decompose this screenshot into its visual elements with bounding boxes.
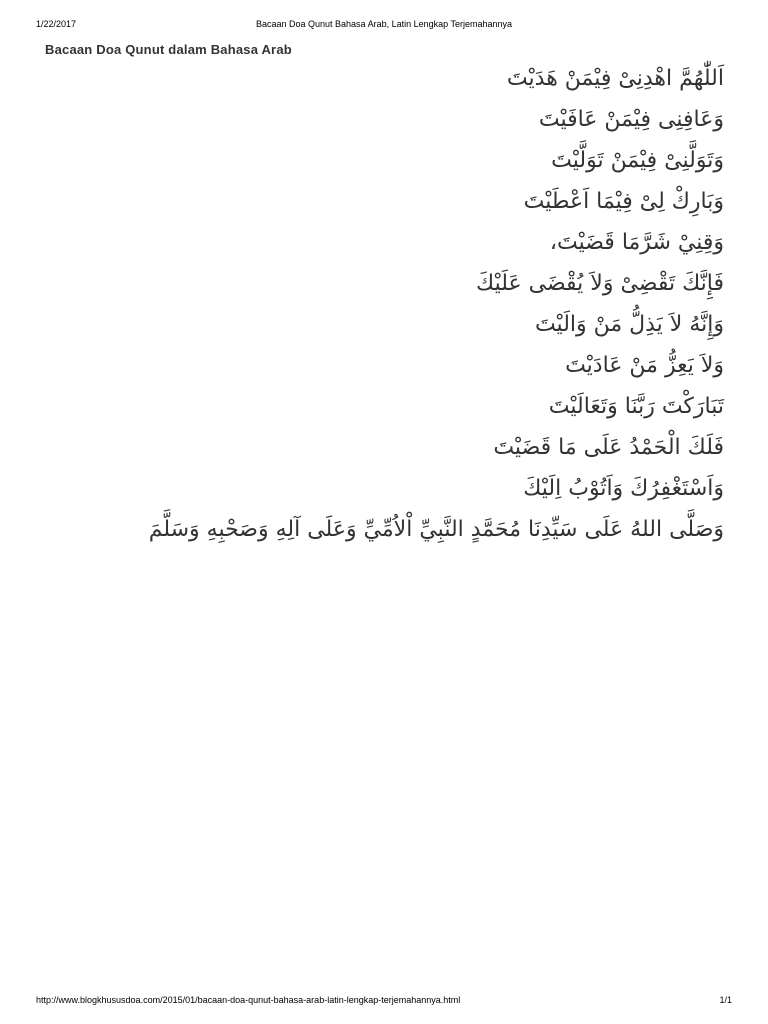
prayer-line: فَإِنَّكَ تَقْضِىْ وَلاَ يُقْضَى عَلَيْكَ	[476, 271, 724, 296]
print-document-title: Bacaan Doa Qunut Bahasa Arab, Latin Lengkap Terjemahannya	[255, 19, 513, 29]
print-source-url: http://www.blogkhususdoa.com/2015/01/bacaan-doa-qunut-bahasa-arab-latin-lengkap-terjemahannya.html	[36, 995, 461, 1005]
page-heading: Bacaan Doa Qunut dalam Bahasa Arab	[45, 42, 292, 57]
prayer-line: وَصَلَّى اللهُ عَلَى سَيِّدِنَا مُحَمَّدٍ النَّبِيِّ اْلاُمِّيِّ وَعَلَى آلِهِ وَصَحْبِهِ وَسَلَّمَ	[148, 517, 724, 542]
prayer-line: وَبَارِكْ لِىْ فِيْمَا اَعْطَيْتَ	[523, 189, 724, 214]
prayer-line: فَلَكَ الْحَمْدُ عَلَى مَا قَضَيْتَ	[493, 435, 724, 460]
print-page-number: 1/1	[719, 995, 732, 1005]
prayer-line: اَللّٰهُمَّ اهْدِنِىْ فِيْمَنْ هَدَيْتَ	[506, 66, 724, 91]
prayer-line: وَقِنِيْ شَرَّمَا قَضَيْتَ،	[549, 230, 724, 255]
prayer-line: وَإِنَّهُ لاَ يَذِلُّ مَنْ وَالَيْتَ	[534, 312, 724, 337]
arabic-prayer-text	[150, 58, 724, 550]
prayer-line: تَبَارَكْتَ رَبَّنَا وَتَعَالَيْتَ	[548, 394, 724, 419]
prayer-line: وَلاَ يَعِزُّ مَنْ عَادَيْتَ	[565, 353, 724, 378]
prayer-line: وَاَسْتَغْفِرُكَ وَاَتُوْبُ اِلَيْكَ	[523, 476, 724, 501]
prayer-line: وَعَافِنِى فِيْمَنْ عَافَيْتَ	[538, 107, 724, 132]
print-footer	[36, 993, 732, 1007]
prayer-line: وَتَوَلَّنِىْ فِيْمَنْ تَوَلَّيْتَ	[551, 148, 724, 173]
print-date: 1/22/2017	[36, 19, 77, 29]
print-header	[36, 17, 732, 31]
